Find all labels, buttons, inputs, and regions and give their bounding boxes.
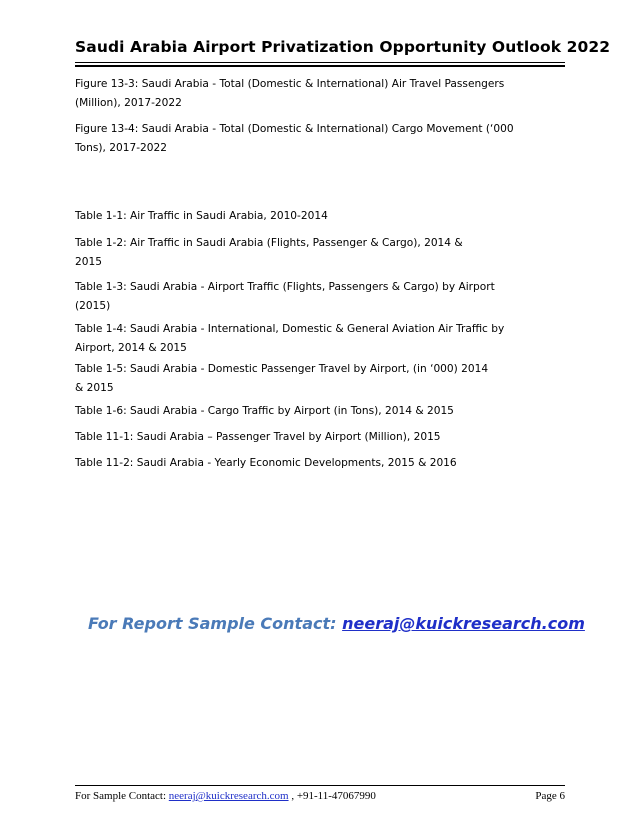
table-entry-1-2[interactable] (75, 234, 563, 272)
table-entry-line: Table 1-3: Saudi Arabia - Airport Traffic (Flights, Passengers & Cargo) by Airport (75, 281, 495, 293)
table-entry-1-6[interactable] (75, 402, 563, 421)
page-number: Page 6 (535, 790, 565, 802)
figure-entry-line: Figure 13-4: Saudi Arabia - Total (Domestic & International) Cargo Movement (‘000 (75, 123, 514, 135)
table-entry-line: Table 1-5: Saudi Arabia - Domestic Passenger Travel by Airport, (in ‘000) 2014 (75, 363, 489, 375)
table-entry-line: Table 11-2: Saudi Arabia - Yearly Economic Developments, 2015 & 2016 (75, 457, 457, 469)
sample-contact-email-link[interactable]: neeraj@kuickresearch.com (342, 614, 585, 633)
header-divider-thick (75, 65, 565, 67)
figure-entry-13-3[interactable] (75, 75, 563, 113)
table-entry-line: 2015 (75, 256, 102, 268)
table-entry-line: & 2015 (75, 382, 114, 394)
footer-divider (75, 785, 565, 786)
header-divider-thin (75, 62, 565, 63)
footer-email-link[interactable]: neeraj@kuickresearch.com (168, 790, 289, 802)
table-entry-1-1[interactable] (75, 207, 563, 226)
sample-contact-label: For Report Sample Contact: (88, 614, 343, 633)
table-entry-line: (2015) (75, 300, 111, 312)
footer-phone: , +91-11-47067990 (288, 790, 376, 802)
table-entry-1-4[interactable] (75, 320, 563, 358)
table-entry-line: Table 1-4: Saudi Arabia - International, Domestic & General Aviation Air Traffic by (75, 323, 505, 335)
figure-entry-13-4[interactable] (75, 120, 563, 158)
table-entry-11-2[interactable] (75, 454, 563, 473)
table-entry-line: Airport, 2014 & 2015 (75, 342, 187, 354)
table-entry-line: Table 1-1: Air Traffic in Saudi Arabia, 2010-2014 (75, 210, 328, 222)
figure-entry-line: (Million), 2017-2022 (75, 97, 182, 109)
table-entry-line: Table 1-6: Saudi Arabia - Cargo Traffic by Airport (in Tons), 2014 & 2015 (75, 405, 454, 417)
table-entry-1-3[interactable] (75, 278, 563, 316)
table-entry-11-1[interactable] (75, 428, 563, 447)
table-entry-line: Table 11-1: Saudi Arabia – Passenger Travel by Airport (Million), 2015 (75, 431, 441, 443)
figure-entry-line: Tons), 2017-2022 (75, 142, 167, 154)
table-entry-1-5[interactable] (75, 360, 563, 398)
page-footer (75, 790, 565, 802)
figure-entry-line: Figure 13-3: Saudi Arabia - Total (Domestic & International) Air Travel Passengers (75, 78, 505, 90)
page-header-title: Saudi Arabia Airport Privatization Opportunity Outlook 2022 (75, 38, 611, 56)
footer-contact-label: For Sample Contact: (75, 790, 169, 802)
report-sample-contact (88, 614, 585, 633)
table-entry-line: Table 1-2: Air Traffic in Saudi Arabia (Flights, Passenger & Cargo), 2014 & (75, 237, 463, 249)
